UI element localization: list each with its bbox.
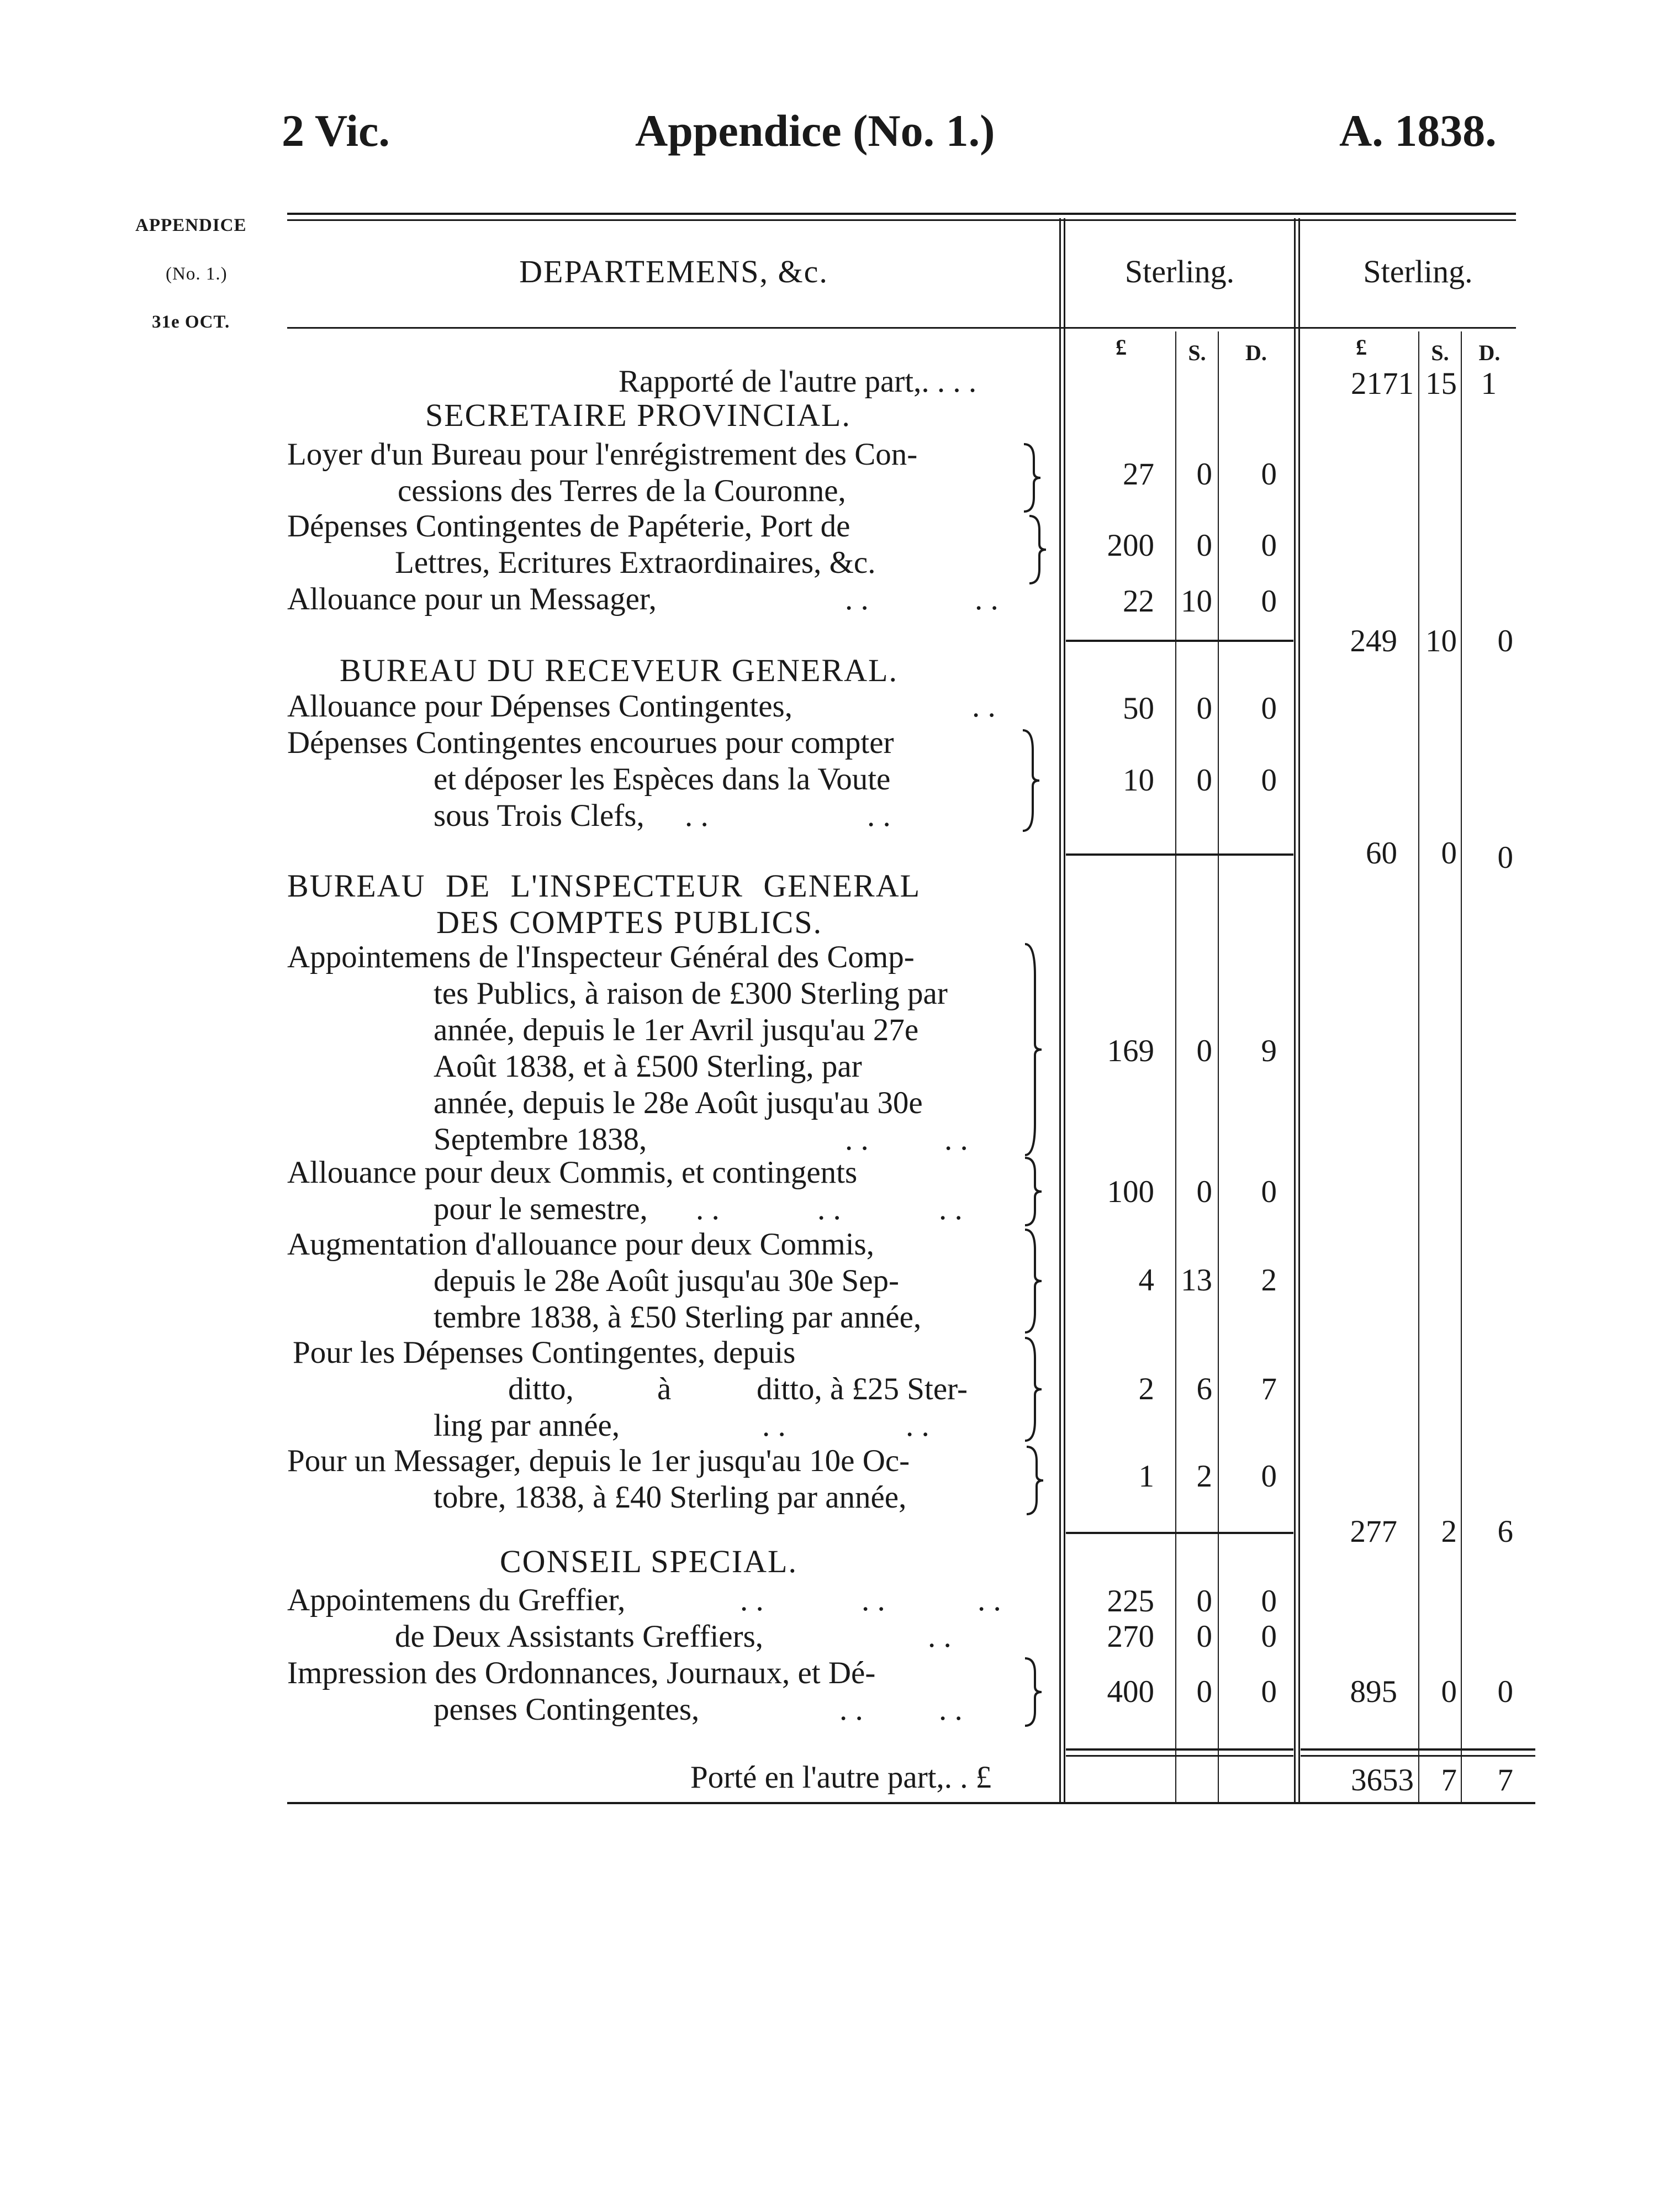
header-left: 2 Vic. — [282, 106, 390, 156]
line-item-text: Appointemens de l'Inspecteur Général des Comp- — [287, 940, 915, 974]
section-total-pounds: 895 — [1350, 1674, 1397, 1709]
leader-dots: . . — [939, 1192, 963, 1226]
top-rule-2 — [287, 219, 1516, 221]
line-item-text: Pour les Dépenses Contingentes, depuis — [293, 1335, 796, 1370]
section-total-shillings: 0 — [1441, 1674, 1457, 1709]
item-pence: 0 — [1261, 528, 1277, 563]
item-pounds: 169 — [1107, 1034, 1154, 1068]
section-title: SECRETAIRE PROVINCIAL. — [425, 397, 851, 433]
pound-heading-2: £ — [1356, 335, 1367, 360]
section-title: CONSEIL SPECIAL. — [500, 1543, 797, 1579]
leader-dots: . . — [975, 582, 999, 616]
section-total-pence: 0 — [1497, 1674, 1513, 1709]
line-item-text: ditto, à £25 Ster- — [757, 1372, 968, 1406]
header-title: Appendice (No. 1.) — [635, 106, 995, 156]
margin-number: (No. 1.) — [166, 264, 228, 284]
item-pence: 0 — [1261, 1674, 1277, 1709]
section-total-pence: 0 — [1497, 624, 1513, 658]
item-shillings: 13 — [1181, 1263, 1212, 1298]
right-brace — [1023, 1336, 1045, 1443]
leader-dots: . . — [928, 1619, 952, 1654]
line-item-text: penses Contingentes, — [434, 1692, 700, 1727]
leader-dots: . . — [740, 1583, 764, 1617]
item-pounds: 4 — [1138, 1263, 1154, 1298]
section-total-shillings: 10 — [1425, 624, 1457, 658]
bottom-rule — [287, 1802, 1535, 1804]
col-divider-1a — [1059, 218, 1061, 1804]
right-brace — [1023, 942, 1045, 1157]
rapporte-shillings: 15 — [1425, 366, 1457, 401]
rapporte-pounds: 2171 — [1351, 366, 1414, 401]
section-title: BUREAU DU RECEVEUR GENERAL. — [340, 652, 898, 688]
item-shillings: 0 — [1196, 1034, 1212, 1068]
item-pounds: 100 — [1107, 1174, 1154, 1209]
line-item-text: Allouance pour un Messager, — [287, 582, 657, 616]
sterling-heading-1: Sterling. — [1124, 254, 1235, 289]
rapporte-label: Rapporté de l'autre part,. . . . — [619, 364, 977, 399]
item-pounds: 225 — [1107, 1584, 1154, 1619]
leader-dots: . . — [944, 1122, 968, 1157]
right-brace — [1024, 1445, 1047, 1516]
right-brace — [1023, 1227, 1045, 1335]
leader-dots: . . — [762, 1408, 786, 1443]
section-total-shillings: 0 — [1441, 836, 1457, 871]
line-item-text: Août 1838, et à £500 Sterling, par — [434, 1049, 862, 1084]
line-item-text: Pour un Messager, depuis le 1er jusqu'au 10e Oc- — [287, 1443, 910, 1478]
item-shillings: 0 — [1196, 1619, 1212, 1654]
shilling-heading-2: S. — [1431, 340, 1449, 365]
item-shillings: 0 — [1196, 1174, 1212, 1209]
line-item-text: tembre 1838, à £50 Sterling par année, — [434, 1300, 922, 1335]
item-pence: 0 — [1261, 1174, 1277, 1209]
sec2-rule — [1066, 853, 1293, 856]
line-item-text: Dépenses Contingentes encourues pour compter — [287, 725, 894, 760]
item-shillings: 0 — [1196, 1674, 1212, 1709]
col-divider-1b — [1064, 218, 1065, 1804]
leader-dots: . . — [817, 1192, 841, 1226]
sterling-heading-2: Sterling. — [1363, 254, 1473, 289]
item-pounds: 400 — [1107, 1674, 1154, 1709]
item-shillings: 0 — [1196, 691, 1212, 726]
line-item-text: ling par année, — [434, 1408, 620, 1443]
sec3-rule — [1066, 1532, 1293, 1534]
item-shillings: 10 — [1181, 584, 1212, 619]
section-total-pounds: 277 — [1350, 1514, 1397, 1549]
leader-dots: . . — [845, 1122, 869, 1157]
item-shillings: 0 — [1196, 763, 1212, 798]
item-pence: 0 — [1261, 691, 1277, 726]
pound-heading-1: £ — [1116, 335, 1127, 360]
line-item-text: Appointemens du Greffier, — [287, 1583, 626, 1617]
col-divider-2a — [1294, 218, 1296, 1804]
line-item-text: sous Trois Clefs, — [434, 798, 644, 833]
leader-dots: . . — [845, 582, 869, 616]
porte-label: Porté en l'autre part,. . £ — [690, 1760, 992, 1795]
line-item-text: et déposer les Espèces dans la Voute — [434, 762, 891, 797]
leader-dots: . . — [972, 689, 996, 724]
line-item-text: de Deux Assistants Greffiers, — [395, 1619, 763, 1654]
line-item-text: Augmentation d'allouance pour deux Commis, — [287, 1227, 874, 1262]
section-title: BUREAU DE L'INSPECTEUR GENERAL — [287, 868, 921, 904]
pence-heading-1: D. — [1245, 340, 1267, 365]
item-pence: 0 — [1261, 457, 1277, 492]
sec1-rule — [1066, 640, 1293, 642]
line-item-text: Impression des Ordonnances, Journaux, et Dé- — [287, 1656, 876, 1690]
line-item-text: tobre, 1838, à £40 Sterling par année, — [434, 1480, 907, 1515]
item-pounds: 2 — [1138, 1372, 1154, 1406]
margin-appendice: APPENDICE — [135, 215, 247, 235]
sec4-rule-c — [1066, 1755, 1293, 1757]
porte-pence: 7 — [1497, 1763, 1513, 1798]
item-pence: 0 — [1261, 763, 1277, 798]
section-total-pence: 6 — [1497, 1514, 1513, 1549]
line-item-text: année, depuis le 28e Août jusqu'au 30e — [434, 1085, 923, 1120]
margin-date: 31e OCT. — [152, 312, 230, 332]
item-pence: 2 — [1261, 1263, 1277, 1298]
leader-dots: . . — [862, 1583, 885, 1617]
leader-dots: . . — [839, 1692, 863, 1727]
rapporte-pence: 1 — [1481, 366, 1497, 401]
leader-dots: . . — [939, 1692, 963, 1727]
head-rule — [287, 327, 1516, 329]
right-brace — [1021, 728, 1043, 833]
leader-dots: . . — [906, 1408, 929, 1443]
leader-dots: . . — [696, 1192, 720, 1226]
item-pounds: 27 — [1123, 457, 1154, 492]
item-pence: 0 — [1261, 1619, 1277, 1654]
item-pounds: 270 — [1107, 1619, 1154, 1654]
line-item-text: Dépenses Contingentes de Papéterie, Port de — [287, 509, 850, 544]
section-total-shillings: 2 — [1441, 1514, 1457, 1549]
col2-ls-divider — [1418, 331, 1419, 1804]
item-pence: 9 — [1261, 1034, 1277, 1068]
item-pounds: 10 — [1123, 763, 1154, 798]
item-shillings: 0 — [1196, 1584, 1212, 1619]
porte-shillings: 7 — [1441, 1763, 1457, 1798]
item-pence: 7 — [1261, 1372, 1277, 1406]
item-shillings: 2 — [1196, 1459, 1212, 1494]
departemens-heading: DEPARTEMENS, &c. — [519, 254, 828, 289]
leader-dots: . . — [978, 1583, 1001, 1617]
item-pounds: 200 — [1107, 528, 1154, 563]
section-total-pounds: 249 — [1350, 624, 1397, 658]
section-total-pence: 0 — [1497, 840, 1513, 875]
line-item-text: Allouance pour deux Commis, et contingents — [287, 1155, 858, 1190]
col2-sd-divider — [1461, 331, 1462, 1804]
item-pence: 0 — [1261, 1459, 1277, 1494]
item-pounds: 22 — [1123, 584, 1154, 619]
line-item-text: année, depuis le 1er Avril jusqu'au 27e — [434, 1013, 919, 1047]
header-right: A. 1838. — [1339, 106, 1497, 156]
right-brace — [1022, 442, 1044, 514]
line-item-text: ditto, — [508, 1372, 574, 1406]
item-pounds: 1 — [1138, 1459, 1154, 1494]
porte-pounds: 3653 — [1351, 1763, 1414, 1798]
line-item-text: pour le semestre, — [434, 1192, 648, 1226]
line-item-text: depuis le 28e Août jusqu'au 30e Sep- — [434, 1263, 899, 1298]
item-pence: 0 — [1261, 584, 1277, 619]
line-item-text: Loyer d'un Bureau pour l'enrégistrement des Con- — [287, 437, 918, 472]
col-divider-2b — [1298, 218, 1300, 1804]
line-item-text: à — [657, 1372, 672, 1406]
right-brace — [1023, 1656, 1045, 1728]
shilling-heading-1: S. — [1188, 340, 1206, 365]
item-pence: 0 — [1261, 1584, 1277, 1619]
section-title-continued: DES COMPTES PUBLICS. — [436, 904, 823, 940]
leader-dots: . . — [685, 798, 709, 833]
section-total-pounds: 60 — [1366, 836, 1397, 871]
top-rule-1 — [287, 213, 1516, 215]
pence-heading-2: D. — [1478, 340, 1501, 365]
right-brace — [1027, 514, 1049, 586]
sec4-rule-a — [1066, 1748, 1293, 1751]
line-item-text: Septembre 1838, — [434, 1122, 647, 1157]
item-shillings: 6 — [1196, 1372, 1212, 1406]
line-item-text: Allouance pour Dépenses Contingentes, — [287, 689, 793, 724]
right-brace — [1023, 1156, 1045, 1227]
item-shillings: 0 — [1196, 528, 1212, 563]
line-item-text: cessions des Terres de la Couronne, — [398, 473, 846, 508]
item-pounds: 50 — [1123, 691, 1154, 726]
leader-dots: . . — [867, 798, 891, 833]
line-item-text: tes Publics, à raison de £300 Sterling par — [434, 976, 948, 1011]
line-item-text: Lettres, Ecritures Extraordinaires, &c. — [395, 545, 876, 580]
item-shillings: 0 — [1196, 457, 1212, 492]
